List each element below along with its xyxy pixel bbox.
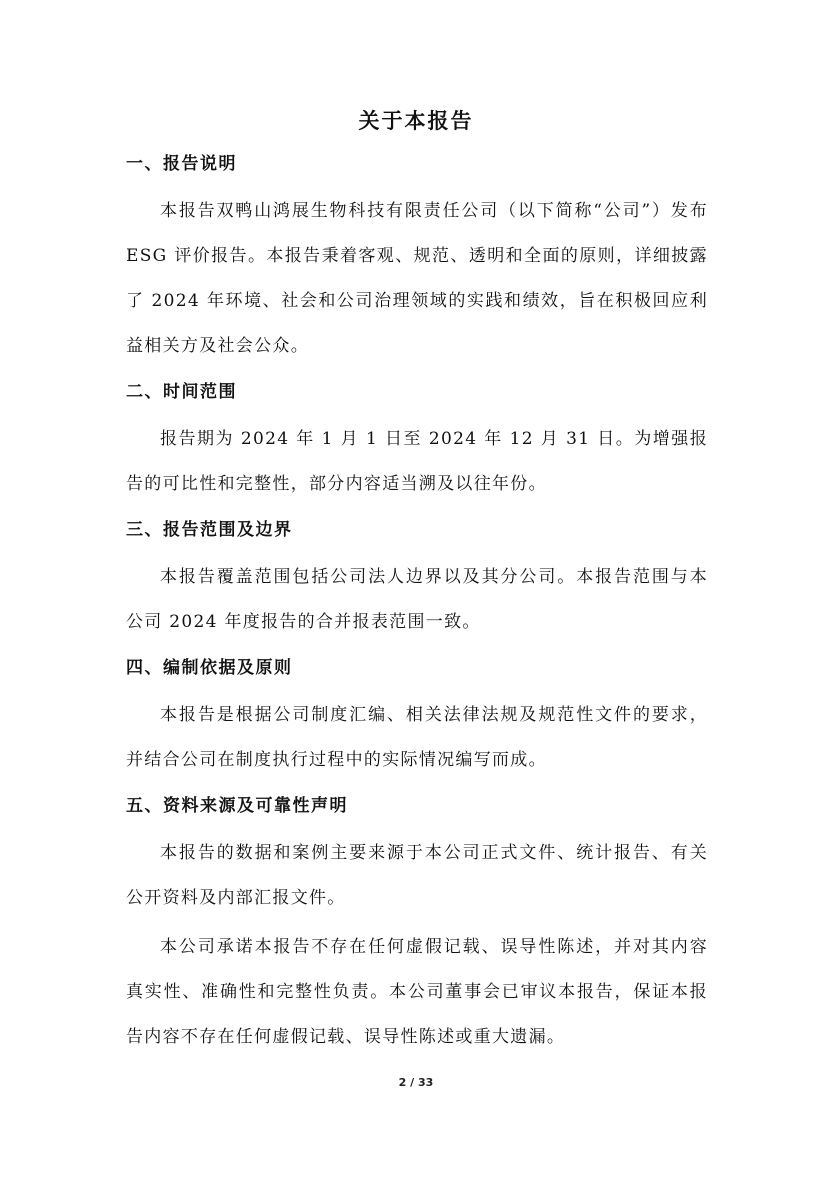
page-title: 关于本报告 xyxy=(358,108,474,133)
section-paragraph: 本报告是根据公司制度汇编、相关法律法规及规范性文件的要求，并结合公司在制度执行过程中的实际情况编写而成。 xyxy=(126,705,708,770)
section-heading: 四、编制依据及原则 xyxy=(126,658,293,678)
section-data-sources xyxy=(126,787,708,1060)
section-paragraph: 报告期为 2024 年 1 月 1 日至 2024 年 12 月 31 日。为增强报告的可比性和完整性，部分内容适当溯及以往年份。 xyxy=(126,429,708,494)
section-heading: 二、时间范围 xyxy=(126,382,237,402)
section-scope-boundary xyxy=(126,511,708,645)
report-body xyxy=(126,145,708,1064)
section-paragraph: 本报告覆盖范围包括公司法人边界以及其分公司。本报告范围与本公司 2024 年度报告的合并报表范围一致。 xyxy=(126,567,708,632)
section-heading: 三、报告范围及边界 xyxy=(126,520,293,540)
section-paragraph: 本公司承诺本报告不存在任何虚假记载、误导性陈述，并对其内容真实性、准确性和完整性负责。本公司董事会已审议本报告，保证本报告内容不存在任何虚假记载、误导性陈述或重大遗漏。 xyxy=(126,937,708,1047)
section-heading: 一、报告说明 xyxy=(126,154,237,174)
section-paragraph: 本报告的数据和案例主要来源于本公司正式文件、统计报告、有关公开资料及内部汇报文件。 xyxy=(126,843,708,908)
section-report-description xyxy=(126,145,708,369)
section-heading: 五、资料来源及可靠性声明 xyxy=(126,796,348,816)
section-paragraph: 本报告双鸭山鸿展生物科技有限责任公司（以下简称“公司”）发布 ESG 评价报告。本报告秉着客观、规范、透明和全面的原则，详细披露了 2024 年环境、社会和公司治理领域的实践和绩效，旨在积极回应利益相关方及社会公众。 xyxy=(126,201,708,356)
page-number: 2 / 33 xyxy=(398,1076,434,1089)
section-time-range xyxy=(126,373,708,507)
section-compilation-basis xyxy=(126,649,708,783)
